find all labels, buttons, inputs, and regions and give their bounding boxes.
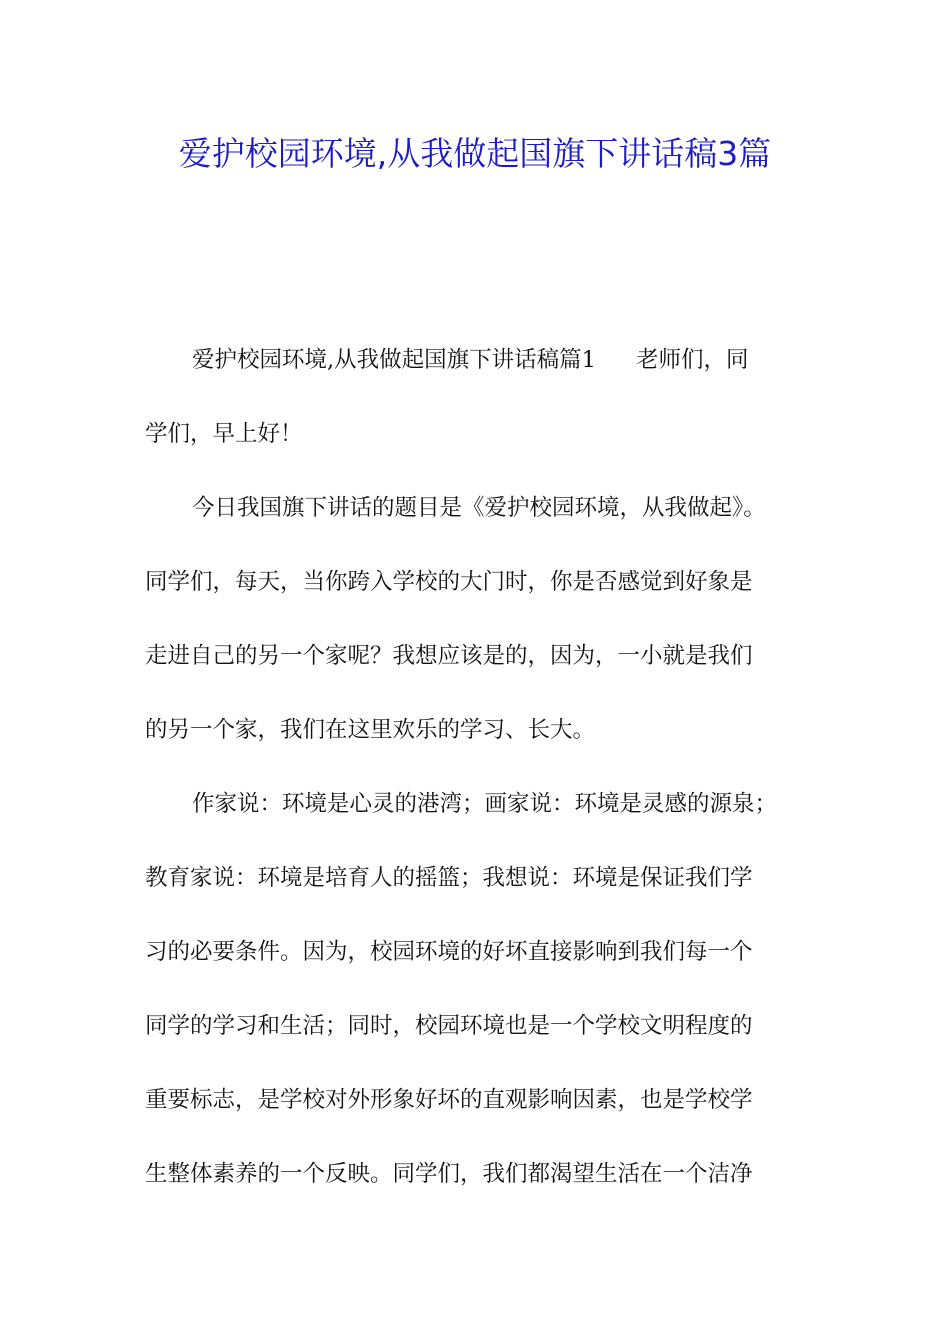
greeting-start: 老师们，同 [635,347,749,373]
text-line: 同学的学习和生活；同时，校园环境也是一个学校文明程度的 [145,1013,753,1039]
text-line: 重要标志，是学校对外形象好坏的直观影响因素，也是学校学 [145,1087,753,1113]
text-line: 习的必要条件。因为，校园环境的好坏直接影响到我们每一个 [145,939,753,965]
text-line: 走进自己的另一个家呢？我想应该是的，因为，一小就是我们 [145,643,753,669]
text-line: 今日我国旗下讲话的题目是《爱护校园环境，从我做起》。 [192,495,766,521]
document-body [145,332,805,1220]
text-line [145,332,805,406]
text-line: 的另一个家，我们在这里欢乐的学习、长大。 [145,717,596,743]
text-line: 教育家说：环境是培育人的摇篮；我想说：环境是保证我们学 [145,865,753,891]
text-line: 生整体素养的一个反映。同学们，我们都渴望生活在一个洁净 [145,1161,753,1187]
text-line: 学们，早上好！ [145,421,303,447]
section-heading: 爱护校园环境,从我做起国旗下讲话稿篇1 [192,347,596,373]
text-line: 同学们，每天，当你跨入学校的大门时，你是否感觉到好象是 [145,569,753,595]
document-title: 爱护校园环境,从我做起国旗下讲话稿3篇 [178,134,772,173]
text-line: 作家说：环境是心灵的港湾；画家说：环境是灵感的源泉； [192,791,778,817]
